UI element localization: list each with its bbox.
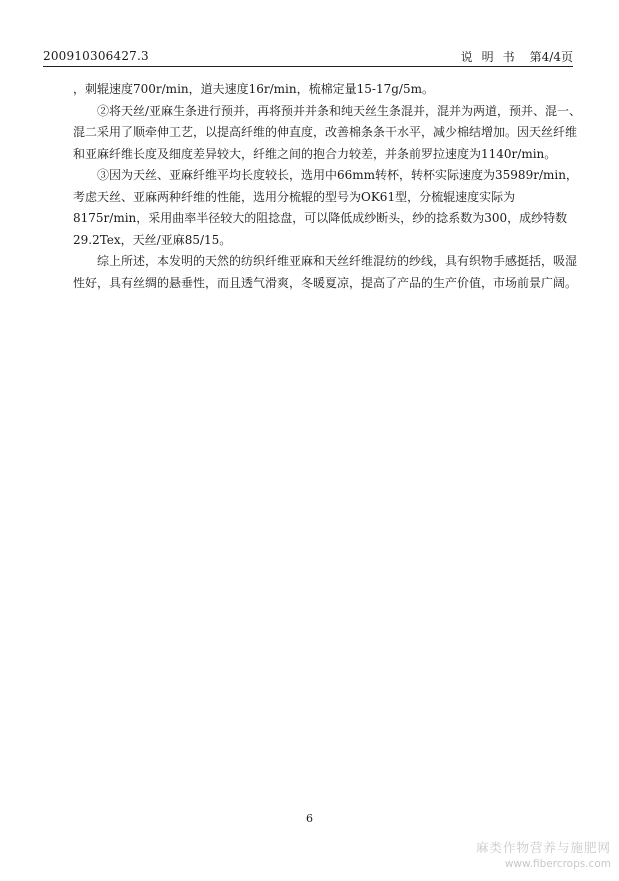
paragraph-conclusion: 综上所述，本发明的天然的纺织纤维亚麻和天丝纤维混纺的纱线，具有织物手感挺括，吸湿性好，具有丝绸的悬垂性，而且透气滑爽，冬暖夏凉，提高了产品的生产价值，市场前景广阔。 [73,254,578,290]
page-indicator: 第4/4页 [529,50,573,64]
page-number: 6 [306,812,313,825]
paragraph-continuation: ，刺辊速度700r/min，道夫速度16r/min，梳棉定量15-17g/5m。 [73,82,434,96]
paragraph-drawing-step: ②将天丝/亚麻生条进行预并，再将预并并条和纯天丝生条混并，混并为两道，预并、混一、混二采用了顺牵伸工艺，以提高纤维的伸直度，改善棉条条干水平，减少棉结增加。因天丝纤维和亚麻纤维长度及细度差异较大，纤维之间的抱合力较差，并条前罗拉速度为1140r/min。 [73,103,582,161]
watermark [471,839,611,873]
document-title [461,48,573,65]
watermark-text: 麻类作物营养与施肥网 [475,840,611,855]
page-header [43,44,573,67]
body-text [73,79,585,294]
watermark-url: www.fibercrops.com [504,858,611,870]
document-kind: 说明书 [460,50,524,64]
paragraph-spinning-step: ③因为天丝、亚麻纤维平均长度较长，选用中66mm转杯，转杯实际速度为35989r/min，考虑天丝、亚麻两种纤维的性能，选用分梳辊的型号为OK61型，分梳辊速度实际为8175r/min，采用曲率半径较大的阻捻盘，可以降低成纱断头，纱的捻系数为300，成纱特数29.2Tex，天丝/亚麻85/15。 [73,168,578,247]
application-number: 200910306427.3 [43,49,149,63]
